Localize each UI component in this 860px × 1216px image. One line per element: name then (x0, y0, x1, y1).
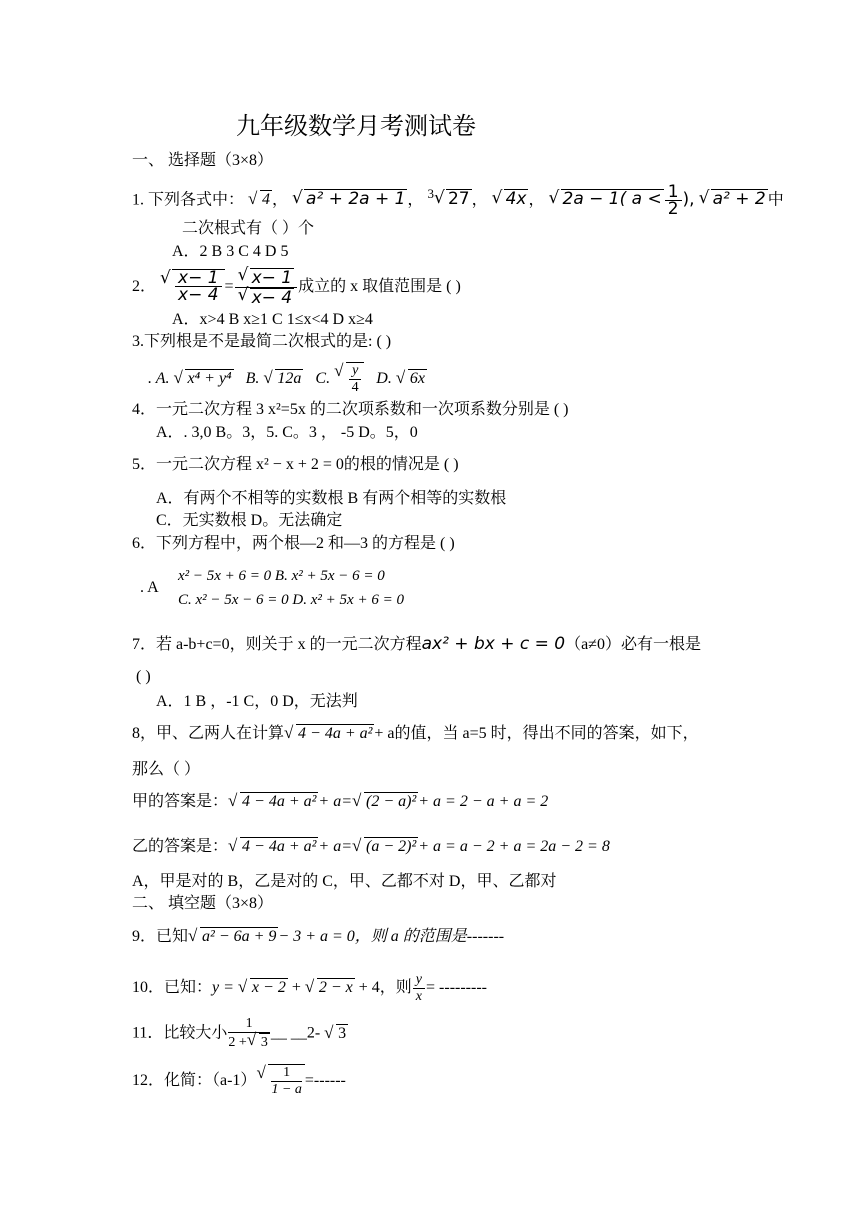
radical-expr: √ $\frac{x- 1}{x- 4}$ (162, 269, 225, 303)
question-7-options: A．1 B ，-1 C，0 D，无法判 (156, 693, 358, 710)
radical-expr: √ x − 2 (240, 978, 288, 998)
question-8-options: A，甲是对的 B，乙是对的 C，甲、乙都不对 D，甲、乙都对 (132, 873, 557, 890)
question-4-options: A．. 3,0 B。3，5. C。3 ， -5 D。5，0 (156, 424, 418, 441)
question-2-number: 2． (132, 278, 157, 296)
radical-expr: √ 12a (265, 369, 303, 389)
fraction: $\frac{1}{2}$ (665, 184, 682, 217)
answer-yi: 乙的答案是：√ 4 − 4a + a² + a=√ (a − 2)² + a = a − 2 + a = 2a − 2 = 8 (132, 837, 610, 857)
question-5-option-ab: A．有两个不相等的实数根 B 有两个相等的实数根 (156, 490, 507, 507)
equation: ax² + bx + c = 0 (421, 634, 566, 654)
fraction: $\frac{y}{x}$ (413, 972, 425, 1005)
question-10: 10．已知：y = √ x − 2 + √ 2 − x + 4，则 $\frac{y}{x}$ = --------- (132, 972, 487, 1005)
radical-expr: √ 4 (250, 190, 272, 210)
radical-expr: √ a² + 2 (701, 189, 768, 209)
question-2-options: A．x>4 B x≥1 C 1≤x<4 D x≥4 (172, 311, 373, 328)
page-title: 九年级数学月考测试卷 (236, 114, 476, 140)
question-3-options: . A. √ x⁴ + y⁴ B. √ 12a C. √ $\frac{y}{4}$ D. √ 6x (148, 362, 427, 396)
radical-expr: √ 27 (436, 189, 472, 209)
radical-expr: √ x⁴ + y⁴ (175, 369, 233, 389)
answer-jia: 甲的答案是：√ 4 − 4a + a² + a=√ (2 − a)² + a = 2 − a + a = 2 (132, 792, 548, 812)
radical-expr: √ a² − 6a + 9 (190, 927, 278, 947)
section-heading-choice: 一、 选择题（3×8） (132, 152, 274, 169)
question-1: 1. 下列各式中： √ 4 ， √ a² + 2a + 1 ， $^3$√ 27 ， √ 4x ， √ 2a − 1( a < $\frac{1}{2}$ ), √ a² + 2 中 (132, 184, 784, 217)
question-4-stem: 4．一元二次方程 3 x²=5x 的二次项系数和一次项系数分别是 ( ) (132, 401, 569, 418)
question-6-row-2: C. x² − 5x − 6 = 0 D. x² + 5x + 6 = 0 (178, 592, 404, 608)
question-5-stem: 5．一元二次方程 x² − x + 2 = 0的根的情况是 ( ) (132, 456, 459, 473)
radical-expr: √ (2 − a)² (354, 792, 418, 812)
radical-expr: √ 2 − x (307, 978, 355, 998)
radical-expr: √ 4 − 4a + a² (230, 792, 318, 812)
radical-expr: √ (a − 2)² (354, 837, 418, 857)
question-7-paren: ( ) (136, 668, 151, 685)
radical-expr: √ 4 − 4a + a² (286, 724, 374, 744)
question-1-options: A．2 B 3 C 4 D 5 (172, 243, 289, 260)
question-11: 11．比较大小 $\frac{1}{2 +√ 3}$ __ __2- √ 3 (132, 1016, 348, 1052)
section-heading-fill: 二、 填空题（3×8） (132, 895, 274, 912)
question-1-line-2: 二次根式有（ ）个 (182, 220, 315, 237)
radical-expr: √ a² + 2a + 1 (294, 189, 407, 209)
question-7: 7．若 a-b+c=0，则关于 x 的一元二次方程ax² + bx + c = 0（a≠0）必有一根是 (132, 634, 701, 654)
question-5-option-cd: C．无实数根 D。无法确定 (156, 512, 343, 529)
question-6-row-1: x² − 5x + 6 = 0 B. x² + 5x − 6 = 0 (178, 568, 385, 584)
radical-expr: √ $\frac{y}{4}$ (336, 362, 364, 396)
radical-expr: √ 2a − 1( a < (551, 189, 664, 209)
question-6-label: . A (140, 579, 159, 596)
question-8: 8，甲、乙两人在计算√ 4 − 4a + a² + a的值，当 a=5 时，得出不同的答案，如下， (132, 724, 699, 744)
radical-expr: √ 4 − 4a + a² (230, 837, 318, 857)
radical-expr: √ 4x (494, 189, 529, 209)
fraction: $\frac{1}{2 +√ 3}$ (228, 1016, 269, 1052)
fraction: √ x− 1 √ x− 4 (235, 268, 298, 307)
question-3-stem: 3.下列根是不是最简二次根式的是: ( ) (132, 333, 392, 350)
radical-expr: √ 3 (326, 1024, 348, 1044)
radical-expr: √ 6x (398, 369, 427, 389)
question-12: 12．化简：（a-1） √ $\frac{1}{1 - a}$ =------ (132, 1064, 346, 1098)
question-2-text: 成立的 x 取值范围是 ( ) (298, 278, 461, 296)
question-1-stem: 1. 下列各式中： (132, 191, 245, 209)
question-9: 9．已知√ a² − 6a + 9 − 3 + a = 0，则 a 的范围是------- (132, 927, 504, 947)
question-2: 2． √ $\frac{x- 1}{x- 4}$ = √ x− 1 √ x− 4 成立的 x 取值范围是 ( ) (132, 268, 461, 307)
radical-expr: √ $\frac{1}{1 - a}$ (258, 1064, 304, 1098)
question-8-line-2: 那么（ ） (132, 761, 201, 778)
question-6-stem: 6．下列方程中，两个根—2 和—3 的方程是 ( ) (132, 535, 455, 552)
